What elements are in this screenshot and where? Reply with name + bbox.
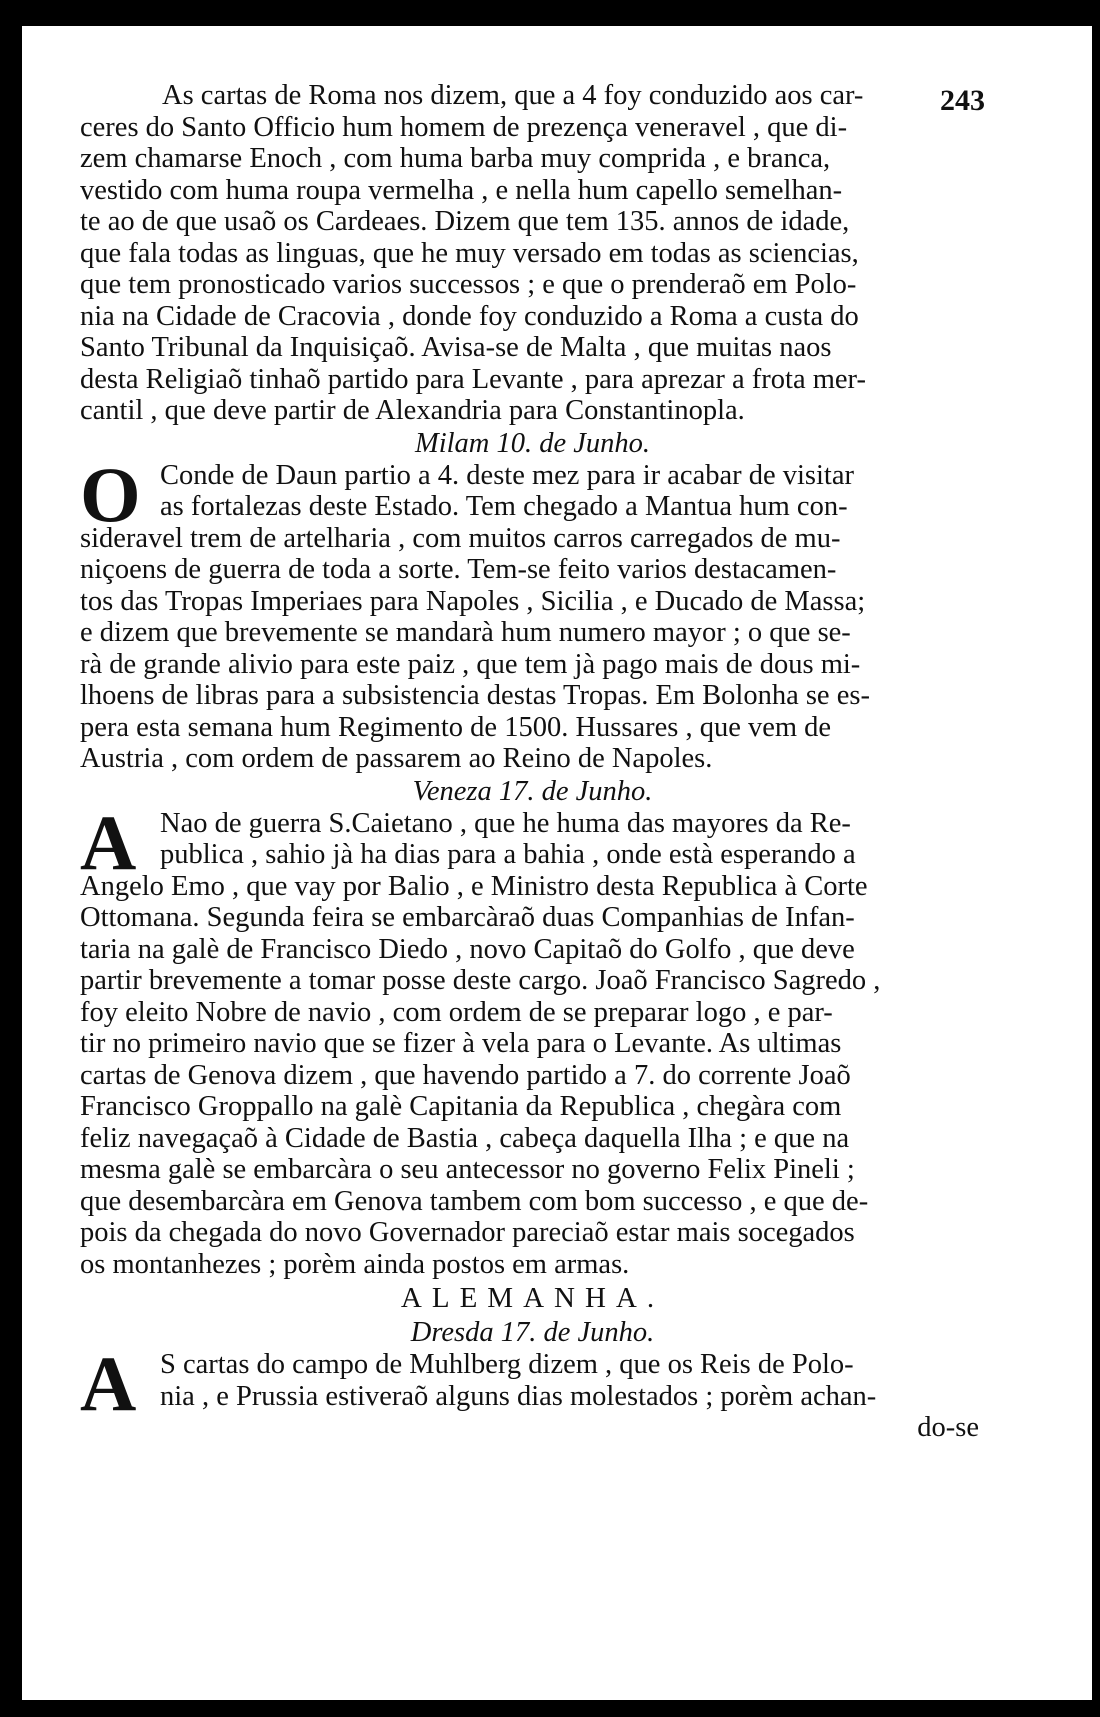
text-line: desta Religiaõ tinhaõ partido para Levante , para aprezar a frota mer- — [80, 363, 866, 395]
section-heading: ALEMANHA. — [400, 1282, 665, 1314]
venice-paragraph — [80, 798, 985, 1281]
text-line: os montanhezes ; porèm ainda postos em armas. — [80, 1248, 630, 1280]
text-line: lhoens de libras para a subsistencia destas Tropas. Em Bolonha se es- — [80, 680, 870, 711]
text-line: taria na galè de Francisco Diedo , novo Capitaõ do Golfo , que deve — [80, 933, 855, 965]
text-line: mesma galè se embarcàra o seu antecessor no governo Felix Pineli ; — [80, 1154, 855, 1185]
text-line: tos das Tropas Imperiaes para Napoles , Sicilia , e Ducado de Massa; — [80, 585, 866, 617]
text-line: que desembarcàra em Genova tambem com bom successo , e que de- — [80, 1185, 869, 1217]
text-line: S cartas do campo de Muhlberg dizem , que os Reis de Polo- — [160, 1349, 854, 1380]
milan-dateline: Milam 10. de Junho. — [414, 427, 651, 459]
text-line: foy eleito Nobre de navio , com ordem de se preparar logo , e par- — [80, 996, 833, 1028]
text-line: sideravel trem de artelharia , com muitos carros carregados de mu- — [80, 522, 841, 554]
text-line: As cartas de Roma nos dizem, que a 4 foy conduzido aos car- — [162, 80, 864, 111]
text-line: rà de grande alivio para este paiz , que tem jà pago mais de dous mi- — [80, 648, 861, 680]
text-line: niçoens de guerra de toda a sorte. Tem-se feito varios destacamen- — [80, 554, 837, 585]
dresden-dateline: Dresda 17. de Junho. — [410, 1317, 655, 1348]
text-line: Nao de guerra S.Caietano , que he huma das mayores da Re- — [160, 807, 851, 839]
catchword: do-se — [917, 1412, 979, 1443]
drop-cap: A — [80, 798, 137, 886]
text-line: ceres do Santo Officio hum homem de prezença veneravel , que di- — [80, 111, 848, 143]
text-line: publica , sahio jà ha dias para a bahia , onde està esperando a — [160, 839, 856, 870]
dresden-paragraph — [80, 1340, 985, 1427]
text-line: tir no primeiro navio que se fizer à vela para o Levante. As ultimas — [80, 1028, 842, 1059]
text-line: cantil , que deve partir de Alexandria para Constantinopla. — [80, 395, 745, 426]
rome-paragraph — [80, 80, 985, 427]
text-line: nia na Cidade de Cracovia , donde foy conduzido a Roma a custa do — [80, 300, 859, 332]
drop-cap: O — [80, 450, 141, 538]
text-line: te ao de que usaõ os Cardeaes. Dizem que tem 135. annos de idade, — [80, 206, 850, 237]
milan-paragraph — [80, 450, 985, 775]
scan-border-left — [0, 0, 22, 1717]
text-line: que fala todas as linguas, que he muy versado em todas as sciencias, — [80, 237, 859, 269]
text-line: Austria , com ordem de passarem ao Reino de Napoles. — [80, 743, 713, 774]
scan-border-bottom — [0, 1700, 1100, 1717]
scan-border-top — [0, 0, 1100, 26]
text-line: Ottomana. Segunda feira se embarcàraõ duas Companhias de Infan- — [80, 902, 855, 933]
text-line: e dizem que brevemente se mandarà hum numero mayor ; o que se- — [80, 617, 851, 648]
text-line: feliz navegaçaõ à Cidade de Bastia , cabeça daquella Ilha ; e que na — [80, 1122, 850, 1154]
text-line: vestido com huma roupa vermelha , e nella hum capello semelhan- — [80, 174, 843, 206]
text-line: cartas de Genova dizem , que havendo partido a 7. do corrente Joaõ — [80, 1059, 851, 1091]
page-number: 243 — [940, 84, 985, 117]
text-line: zem chamarse Enoch , com huma barba muy comprida , e branca, — [80, 143, 831, 174]
drop-cap: A — [80, 1340, 137, 1427]
text-line: as fortalezas deste Estado. Tem chegado a Mantua hum con- — [160, 491, 848, 522]
text-line: pera esta semana hum Regimento de 1500. Hussares , que vem de — [80, 711, 832, 743]
scan-border-right — [1092, 0, 1100, 1717]
text-line: partir brevemente a tomar posse deste cargo. Joaõ Francisco Sagredo , — [80, 965, 881, 996]
venice-dateline: Veneza 17. de Junho. — [412, 775, 653, 807]
text-line: Francisco Groppallo na galè Capitania da Republica , chegàra com — [80, 1091, 842, 1122]
text-line: pois da chegada do novo Governador pareciaõ estar mais socegados — [80, 1217, 855, 1248]
text-line: Santo Tribunal da Inquisiçaõ. Avisa-se de Malta , que muitas naos — [80, 332, 832, 363]
text-line: que tem pronosticado varios successos ; e que o prenderaõ em Polo- — [80, 269, 857, 300]
text-line: Angelo Emo , que vay por Balio , e Ministro desta Republica à Corte — [80, 870, 868, 902]
text-line: Conde de Daun partio a 4. deste mez para ir acabar de visitar — [160, 459, 854, 491]
text-line: nia , e Prussia estiveraõ alguns dias molestados ; porèm achan- — [160, 1380, 877, 1412]
gazette-page — [80, 80, 985, 1444]
